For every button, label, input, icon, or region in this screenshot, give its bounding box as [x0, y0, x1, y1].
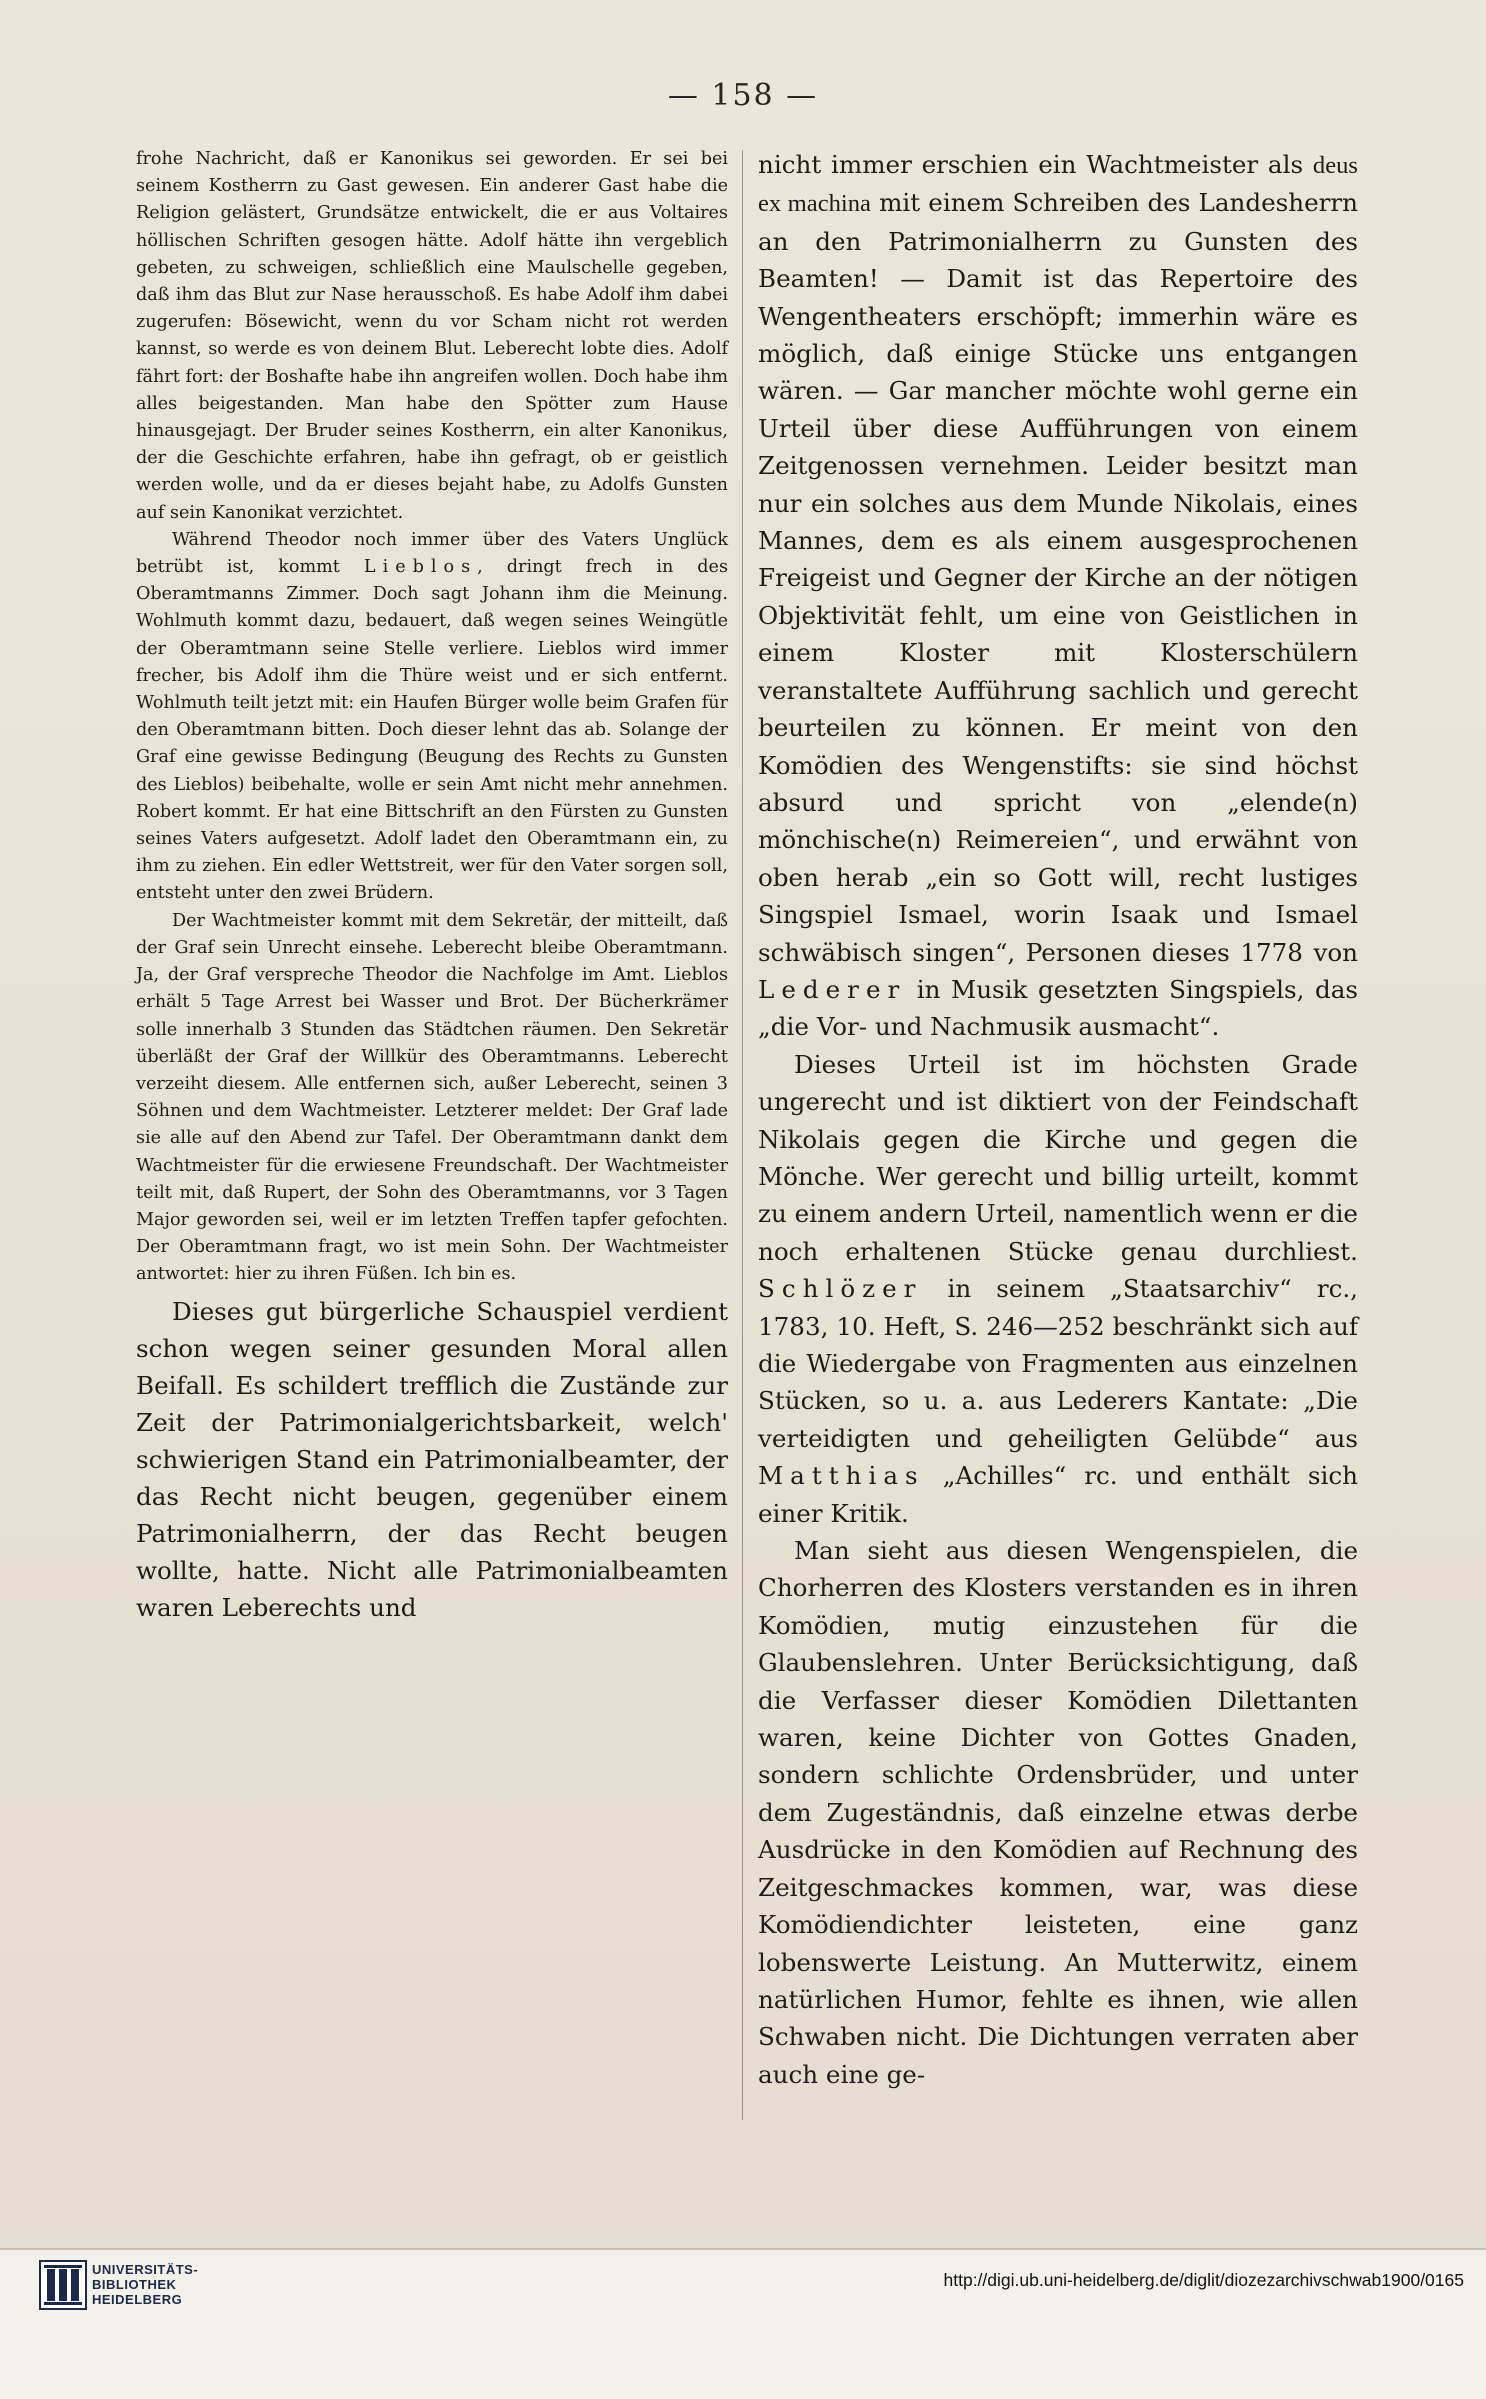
text-span: nicht immer erschien ein Wachtmeister als — [758, 150, 1304, 179]
spaced-name: Schlözer — [758, 1274, 923, 1304]
text-span: Während Theodor noch immer über des Vaters Unglück betrübt ist, kommt — [136, 529, 728, 578]
paragraph-small: Der Wachtmeister kommt mit dem Sekretär, der mitteilt, daß der Graf sein Unrecht einsehe. Leberecht bleibe Oberamtmann. Ja, der Graf verspreche Theodor die Nachfolge im Amt. Lieblos erhält 5 Tage Arrest bei Wasser und Brot. Der Bücherkrämer solle innerhalb 3 Stunden das Städtchen räumen. Den Sekretär überläßt der Graf der Willkür des Oberamtmanns. Leberecht verzeiht diesem. Alle entfernen sich, außer Leberecht, seinen 3 Söhnen und dem Wachtmeister. Letzterer meldet: Der Graf lade sie alle auf den Abend zur Tafel. Der Oberamtmann dankt dem Wachtmeister für die erwiesene Freundschaft. Der Wachtmeister teilt mit, daß Rupert, der Sohn des Oberamtmanns, vor 3 Tagen Major geworden sei, weil er im letzten Treffen tapfer gefochten. Der Oberamtmann fragt, wo ist mein Sohn. Der Wachtmeister antwortet: hier zu ihren Füßen. Ich bin es. — [136, 910, 728, 1285]
paragraph-large — [758, 1046, 1358, 1532]
left-column — [136, 146, 728, 1626]
right-column — [758, 146, 1358, 2093]
page-number: — 158 — — [667, 78, 819, 113]
text-span: , dringt frech in des Oberamtmanns Zimmer. Doch sagt Johann ihm die Meinung. Wohlmuth kommt dazu, bedauert, daß wegen seines Weingütle der Oberamtmann seine Stelle verliere. Lieblos wird immer frecher, bis Adolf ihm die Thüre weist und er sich entfernt. Wohlmuth teilt jetzt mit: ein Haufen Bürger wolle beim Grafen für den Oberamtmann bitten. Doch dieser lehnt das ab. Solange der Graf eine gewisse Bedingung (Beugung des Rechts zu Gunsten des Lieblos) beibehalte, wolle er sein Amt nicht mehr annehmen. Robert kommt. Er hat eine Bittschrift an den Fürsten zu Gunsten seines Vaters aufgesetzt. Adolf ladet den Oberamtmann ein, zu ihm zu ziehen. Ein edler Wettstreit, wer für den Vater sorgen soll, entsteht unter den zwei Brüdern. — [136, 557, 729, 904]
text-span: mit einem Schreiben des Landesherrn an den Patrimonialherrn zu Gunsten des Beamten! — Damit ist das Repertoire des Wengentheaters erschöpft; immerhin wäre es möglich, daß einige Stücke uns entgangen wären. — Gar mancher möchte wohl gerne ein Urteil über diese Aufführungen von einem Zeitgenossen vernehmen. Leider besitzt man nur ein solches aus dem Munde Nikolais, eines Mannes, dem es als einem ausgesprochenen Freigeist und Gegner der Kirche an der nötigen Objektivität fehlt, um eine von Geistlichen in einem Kloster mit Klosterschülern veranstaltete Aufführung sachlich und gerecht beurteilen zu können. Er meint von den Komödien des Wengenstifts: sie sind höchst absurd und spricht von „elende(n) mönchische(n) Reimereien“, und erwähnt von oben herab „ein so Gott will, recht lustiges Singspiel Ismael, worin Isaak und Ismael schwäbisch singen“, Personen dieses 1778 von — [758, 188, 1358, 967]
library-name — [92, 2262, 198, 2307]
text-span: Dieses Urteil ist im höchsten Grade ungerecht und ist diktiert von der Feindschaft Nikolais gegen die Kirche und gegen die Mönche. Wer gerecht und billig urteilt, kommt zu einem andern Urteil, namentlich wenn er die noch erhaltenen Stücke genau durchliest. — [758, 1049, 1358, 1266]
paragraph-small — [136, 527, 728, 908]
spaced-name: Lieblos — [363, 557, 478, 578]
paragraph-large — [758, 146, 1358, 1046]
source-url-link[interactable]: http://digi.ub.uni-heidelberg.de/diglit/diozezarchivschwab1900/0165 — [943, 2270, 1464, 2290]
latin-phrase: deus ex machina — [758, 152, 1358, 218]
spaced-name: Matthias — [758, 1461, 925, 1491]
library-name-line: UNIVERSITÄTS- — [92, 2262, 199, 2277]
paragraph-small: frohe Nachricht, daß er Kanonikus sei geworden. Er sei bei seinem Kostherrn zu Gast gewesen. Ein anderer Gast habe die Religion gelästert, Grundsätze entwickelt, die er aus Voltaires höllischen Schriften gesogen hätte. Adolf hätte ihn vergeblich gebeten, zu schweigen, schließlich eine Maulschelle gegeben, daß ihm das Blut zur Nase herausschoß. Es habe Adolf ihm dabei zugerufen: Bösewicht, wenn du vor Scham nicht rot werden kannst, so werde es von deinem Blut. Leberecht lobte dies. Adolf fährt fort: der Boshafte habe ihn angreifen wollen. Doch habe ihm alles beigestanden. Man habe den Spötter zum Hause hinausgejagt. Der Bruder seines Kostherrn, ein alter Kanonikus, der die Geschichte erfahren, habe ihn gefragt, ob er geistlich werden wolle, und da er dieses bejaht habe, zu Adolfs Gunsten auf sein Kanonikat verzichtet. — [136, 149, 728, 523]
column-divider — [742, 150, 743, 2120]
spaced-name: Lederer — [758, 974, 907, 1004]
library-name-line: HEIDELBERG — [92, 2292, 183, 2307]
text-span: in Musik gesetzten Singspiels, das „die Vor- und Nachmusik ausmacht“. — [758, 974, 1358, 1042]
text-span: „Achilles“ rc. und enthält sich einer Kritik. — [758, 1461, 1358, 1528]
paragraph-large: Dieses gut bürgerliche Schauspiel verdient schon wegen seiner gesunden Moral allen Beifall. Es schildert trefflich die Zustände zur Zeit der Patrimonialgerichtsbarkeit, welch' schwierigen Stand ein Patrimonialbeamter, der das Recht nicht beugen, gegenüber einem Patrimonialherrn, der das Recht beugen wollte, hatte. Nicht alle Patrimonialbeamten waren Leberechts und — [136, 1296, 728, 1623]
text-span: in seinem „Staatsarchiv“ rc., 1783, 10. Heft, S. 246—252 beschränkt sich auf die Wiedergabe von Fragmenten aus einzelnen Stücken, so u. a. aus Lederers Kantate: „Die verteidigten und geheiligten Gelübde“ aus — [758, 1274, 1358, 1453]
library-name-line: BIBLIOTHEK — [92, 2277, 177, 2292]
paragraph-large: Man sieht aus diesen Wengenspielen, die Chorherren des Klosters verstanden es in ihren Komödien, mutig einzustehen für die Glaubenslehren. Unter Berücksichtigung, daß die Verfasser dieser Komödien Dilettanten waren, keine Dichter von Gottes Gnaden, sondern schlichte Ordensbrüder, und unter dem Zugeständnis, daß einzelne etwas derbe Ausdrücke in den Komödien auf Rechnung des Zeitgeschmackes kommen, war, was diese Komödiendichter leisteten, eine ganz lobenswerte Leistung. An Mutterwitz, einem natürlichen Humor, fehlte es ihnen, wie allen Schwaben nicht. Die Dichtungen verraten aber auch eine ge- — [758, 1536, 1358, 2089]
library-logo-icon — [38, 2259, 88, 2311]
